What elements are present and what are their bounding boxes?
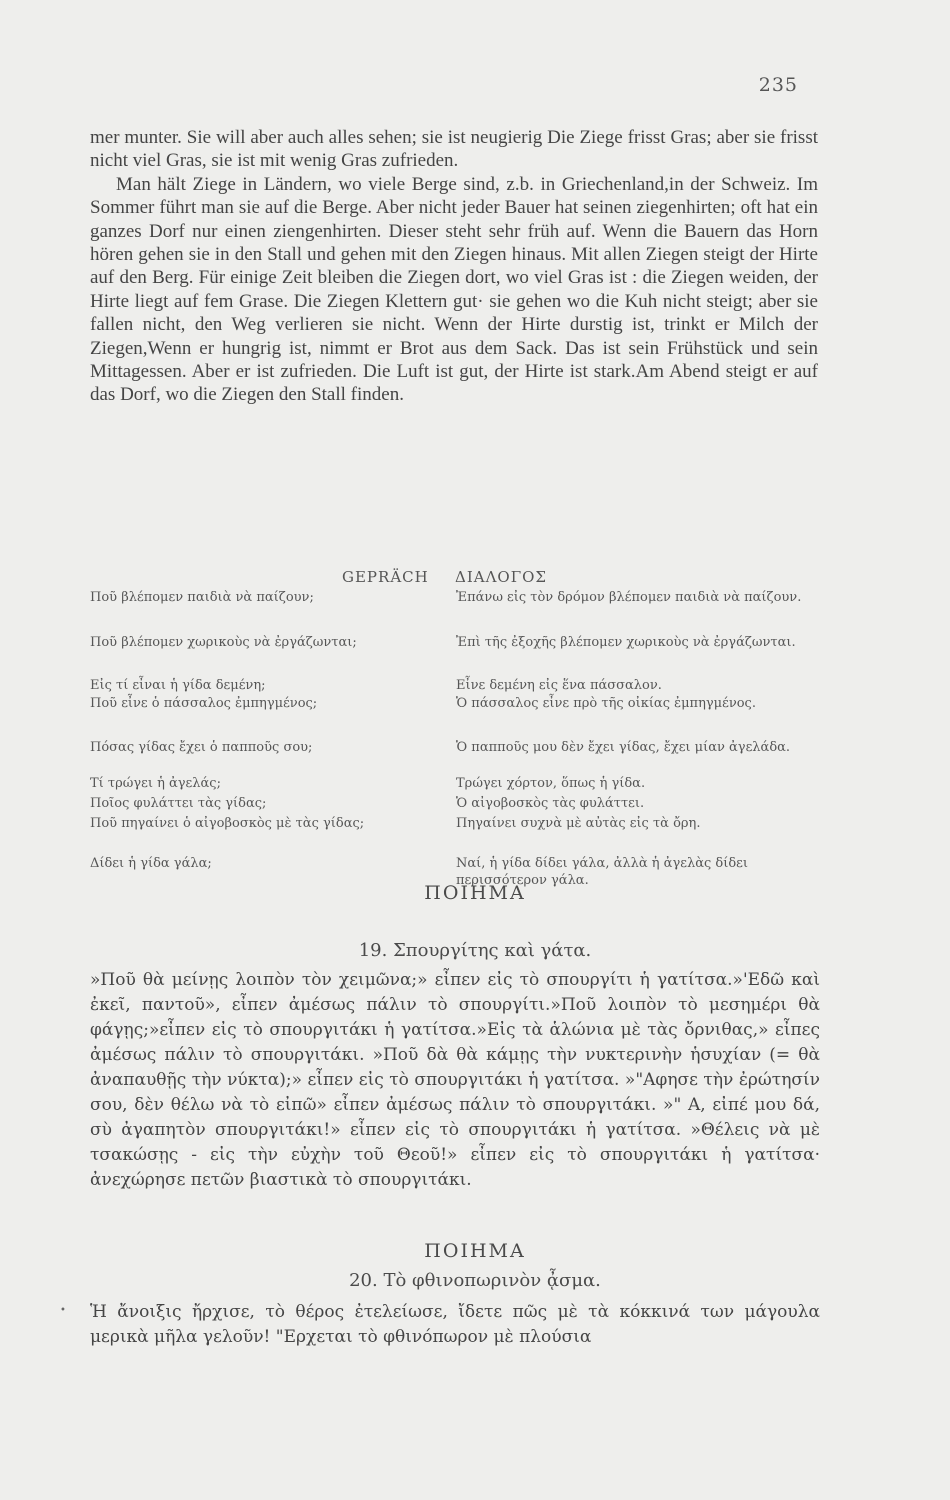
dialog-answer: Πηγαίνει συχνὰ μὲ αὐτὰς εἰς τὰ ὄρη.	[456, 816, 701, 831]
dialog-question: Πόσας γίδας ἔχει ὁ παπποῦς σου;	[90, 740, 313, 755]
dialog-question: Ποῦ βλέπομεν παιδιὰ νὰ παίζουν;	[90, 590, 314, 605]
dialog-heading-greek: ΔΙΑΛΟΓΟΣ	[455, 568, 548, 586]
prose-paragraph: Man hält Ziege in Ländern, wo viele Berge sind, z.b. in Griechenland,in der Schweiz. Im Sommer führt man sie auf die Berge. Aber nicht jeder Bauer hat seinen ziegenhirten; oft hat ein ganzes Dorf nur einen ziengenhirten. Dieser steht sehr früh auf. Wenn die Bauern das Horn hören gehen sie in den Stall und gehen mit den Ziegen hinaus. Mit allen Ziegen steigt der Hirte auf den Berg. Für einige Zeit bleiben die Ziegen dort, wo viel Gras ist : die Ziegen weiden, der Hirte liegt auf fem Grase. Die Ziegen Klettern gut· sie gehen wo die Kuh nicht steigt; aber sie fallen nicht, den Weg verlieren sie nicht. Wenn der Hirte durstig ist, trinkt er Milch der Ziegen,Wenn er hungrig ist, nimmt er Brot aus dem Sack. Das ist sein Frühstück und sein Mittagessen. Aber er ist zufrieden. Die Luft ist gut, der Hirte ist stark.Am Abend steigt er auf das Dorf, wo die Ziegen den Stall finden.	[90, 173, 818, 406]
dialog-answer: Ὁ παπποῦς μου δὲν ἔχει γίδας, ἔχει μίαν ἀγελάδα.	[456, 740, 791, 755]
dialog-answer: Ἐπάνω εἰς τὸν δρόμον βλέπομεν παιδιὰ νὰ παίζουν.	[456, 590, 802, 605]
poem-title: 20. Τὸ φθινοπωρινὸν ᾆσμα.	[349, 1270, 601, 1291]
poem-heading: ΠΟΙΗΜΑ	[424, 1240, 526, 1262]
dialog-answer: Ἐπὶ τῆς ἐξοχῆς βλέπομεν χωρικοὺς νὰ ἐργάζωνται.	[456, 635, 796, 650]
dialog-heading-german: GEPRÄCH	[342, 568, 429, 586]
poem-text	[90, 1300, 820, 1350]
dialog-question: Ποῦ πηγαίνει ὁ αἰγοβοσκὸς μὲ τὰς γίδας;	[90, 816, 365, 831]
dialog-answer: Τρώγει χόρτον, ὅπως ἡ γίδα.	[456, 776, 646, 791]
poem-paragraph: Ἡ ἄνοιξις ἤρχισε, τὸ θέρος ἐτελείωσε, ἴδετε πῶς μὲ τὰ κόκκινά των μάγουλα μερικὰ μῆλα γελοῦν! "Ερχεται τὸ φθινόπωρον μὲ πλούσια	[90, 1302, 820, 1347]
prose-paragraph: mer munter. Sie will aber auch alles sehen; sie ist neugierig Die Ziege frisst Gras; aber sie frisst nicht viel Gras, sie ist mit wenig Gras zufrieden.	[90, 127, 818, 172]
dialog-answer: Ὁ αἰγοβοσκὸς τὰς φυλάττει.	[456, 796, 645, 811]
dialog-question: Ποῖος φυλάττει τὰς γίδας;	[90, 796, 267, 811]
dialog-question: Ποῦ εἶνε ὁ πάσσαλος ἐμπηγμένος;	[90, 696, 318, 711]
page-number: 235	[758, 74, 798, 96]
poem-paragraph: »Ποῦ θὰ μείνῃς λοιπὸν τὸν χειμῶνα;» εἶπεν εἰς τὸ σπουργίτι ἡ γατίτσα.»'Εδῶ καὶ ἐκεῖ, παντοῦ», εἶπεν ἀμέσως πάλιν τὸ σπουργίτι.»Ποῦ λοιπὸν τὸ μεσημέρι θὰ φάγῃς;»εἶπεν εἰς τὸ σπουργιτάκι ἡ γατίτσα.»Εἰς τὰ ἁλώνια μὲ τὰς ὄρνιθας,» εἶπες ἀμέσως πάλιν τὸ σπουργιτάκι. »Ποῦ δὰ θὰ κάμῃς τὴν νυκτερινὴν ἡσυχίαν (= θὰ ἀναπαυθῇς τὴν νύκτα);» εἶπεν εἰς τὸ σπουργιτάκι ἡ γατίτσα. »"Αφησε τὴν ἐρώτησίν σου, δὲν θέλω νὰ τὸ εἰπῶ» εἶπεν ἀμέσως πάλιν τὸ σπουργιτάκι. »" Α, εἰπέ μου δά, σὺ ἀγαπητὸν σπουργιτάκι!» εἶπεν εἰς τὸ σπουργιτάκι ἡ γατίτσα. »Θέλεις νὰ μὲ τσακώσῃς - εἰς τὴν εὐχὴν τοῦ Θεοῦ!» εἶπεν εἰς τὸ σπουργιτάκι ἡ γατίτσα· ἀνεχώρησε πετῶν βιαστικὰ τὸ σπουργιτάκι.	[90, 970, 820, 1190]
german-prose	[90, 126, 818, 407]
margin-mark-icon: •	[60, 1305, 66, 1316]
poem-title: 19. Σπουργίτης καὶ γάτα.	[358, 940, 592, 961]
dialog-question: Ποῦ βλέπομεν χωρικοὺς νὰ ἐργάζωνται;	[90, 635, 357, 650]
dialog-question: Τί τρώγει ἡ ἀγελάς;	[90, 776, 221, 791]
poem-text	[90, 968, 820, 1193]
dialog-answer: Ὁ πάσσαλος εἶνε πρὸ τῆς οἰκίας ἐμπηγμένος.	[456, 696, 756, 711]
poem-heading: ΠΟΙΗΜΑ	[424, 882, 526, 904]
dialog-question: Εἰς τί εἶναι ἡ γίδα δεμένη;	[90, 678, 266, 693]
dialog-answer: Εἶνε δεμένη εἰς ἕνα πάσσαλον.	[456, 678, 662, 693]
dialog-answer: Ναί, ἡ γίδα δίδει γάλα, ἀλλὰ ἡ ἀγελὰς δίδει περισσότερον γάλα.	[456, 856, 748, 888]
dialog-question: Δίδει ἡ γίδα γάλα;	[90, 856, 212, 871]
